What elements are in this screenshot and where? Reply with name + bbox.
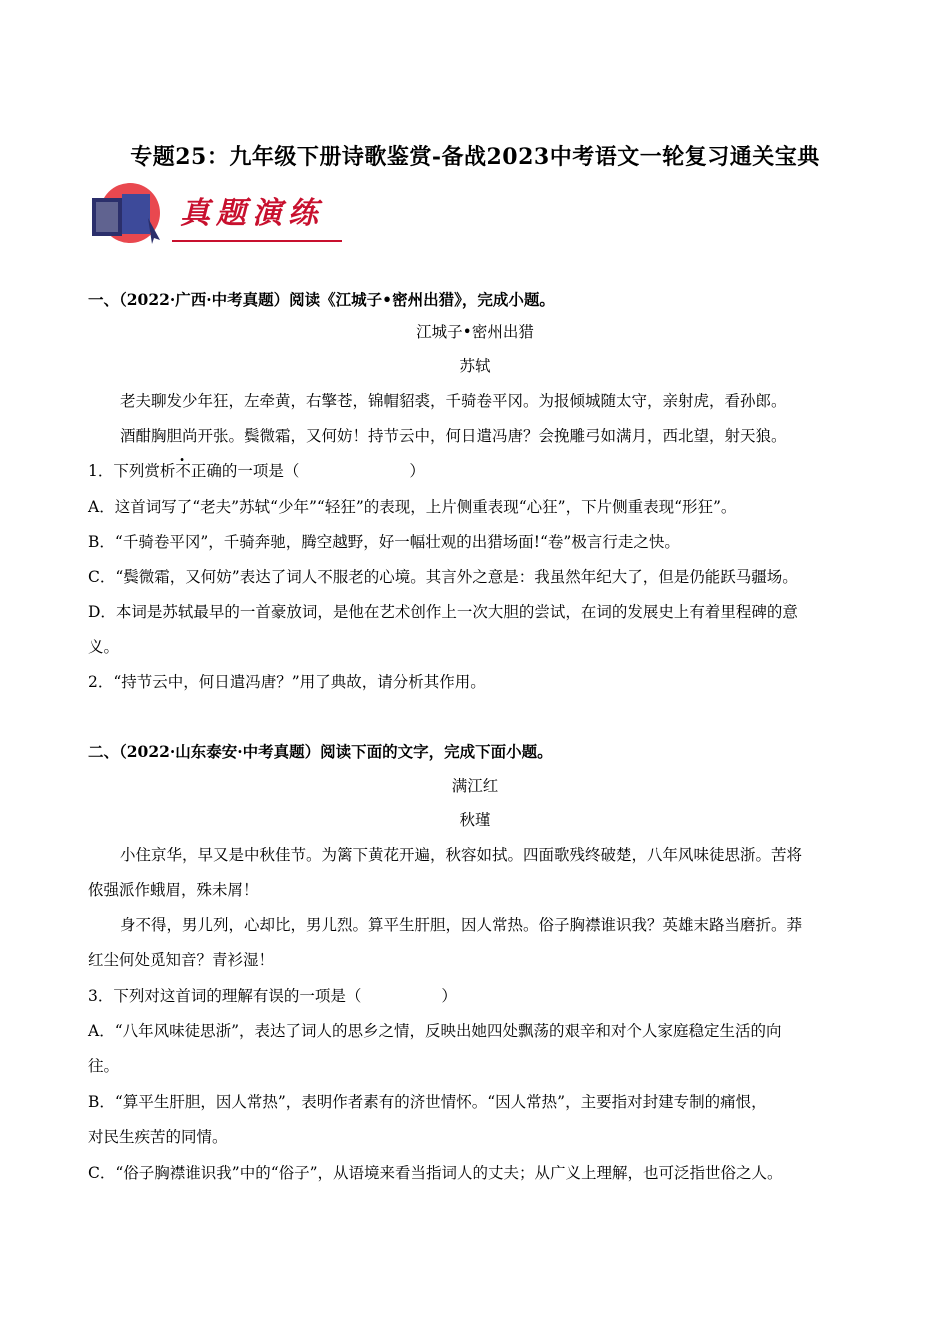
- poem2-line: 身不得，男儿列，心却比，男儿烈。算平生肝胆，因人常热。俗子胸襟谁识我？英雄末路当磨折。莽: [120, 916, 803, 934]
- section2-heading: 二、（2022·山东泰安·中考真题）阅读下面的文字，完成下面小题。: [88, 742, 553, 761]
- option-c: C．“俗子胸襟谁识我”中的“俗子”，从语境来看当指词人的丈夫；从广义上理解，也可泛指世俗之人。: [88, 1164, 783, 1182]
- poem2-line: 小住京华，早又是中秋佳节。为篱下黄花开遍，秋容如拭。四面歌残终破楚，八年风味徒思浙。苦将: [120, 846, 803, 864]
- option-c: C．“鬓微霜，又何妨”表达了词人不服老的心境。其言外之意是：我虽然年纪大了，但是仍能跃马疆场。: [88, 568, 798, 586]
- option-a: A．“八年风味徒思浙”，表达了词人的思乡之情，反映出她四处飘荡的艰辛和对个人家庭稳定生活的向: [88, 1022, 782, 1040]
- option-a: A．这首词写了“老夫”苏轼“少年”“轻狂”的表现，上片侧重表现“心狂”，下片侧重表现“形狂”。: [88, 498, 737, 516]
- banner-title: 真题演练: [180, 196, 324, 231]
- poem1-title: 江城子•密州出猎: [416, 323, 534, 341]
- poem2-line: 红尘何处觅知音？青衫湿！: [88, 951, 275, 969]
- option-b-cont: 对民生疾苦的同情。: [88, 1128, 228, 1146]
- question-2: 2．“持节云中，何日遣冯唐？”用了典故，请分析其作用。: [88, 673, 486, 691]
- poem1-author: 苏轼: [459, 357, 491, 375]
- banner-underline: [172, 240, 342, 242]
- page-title: 专题25：九年级下册诗歌鉴赏-备战2023中考语文一轮复习通关宝典: [130, 144, 820, 170]
- option-b: B．“千骑卷平冈”，千骑奔驰，腾空越野，好一幅壮观的出猎场面!“卷”极言行走之快。: [88, 533, 680, 551]
- emphasis-mark: 不: [175, 462, 191, 480]
- poem2-author: 秋瑾: [459, 811, 491, 829]
- poem2-title: 满江红: [451, 777, 499, 795]
- question-3: 3．下列对这首词的理解有误的一项是（ ）: [88, 987, 457, 1005]
- option-a-cont: 往。: [88, 1057, 120, 1075]
- poem1-line: 老夫聊发少年狂，左牵黄，右擎苍，锦帽貂裘，千骑卷平冈。为报倾城随太守，亲射虎，看孙郎。: [120, 392, 787, 410]
- poem2-line: 侬强派作蛾眉，殊未屑！: [88, 881, 259, 899]
- question-1: 1．下列赏析不正确的一项是（ ）: [88, 462, 425, 480]
- poem1-line: 酒酣胸胆尚开张。鬓微霜，又何妨！持节云中，何日遣冯唐？会挽雕弓如满月，西北望，射天狼。: [120, 427, 787, 445]
- option-d-cont: 义。: [88, 638, 120, 656]
- option-b: B．“算平生肝胆，因人常热”，表明作者素有的济世情怀。“因人常热”，主要指对封建专制的痛恨，: [88, 1093, 767, 1111]
- option-d: D．本词是苏轼最早的一首豪放词，是他在艺术创作上一次大胆的尝试，在词的发展史上有着里程碑的意: [88, 603, 798, 621]
- section1-heading: 一、（2022·广西·中考真题）阅读《江城子•密州出猎》，完成小题。: [88, 290, 555, 309]
